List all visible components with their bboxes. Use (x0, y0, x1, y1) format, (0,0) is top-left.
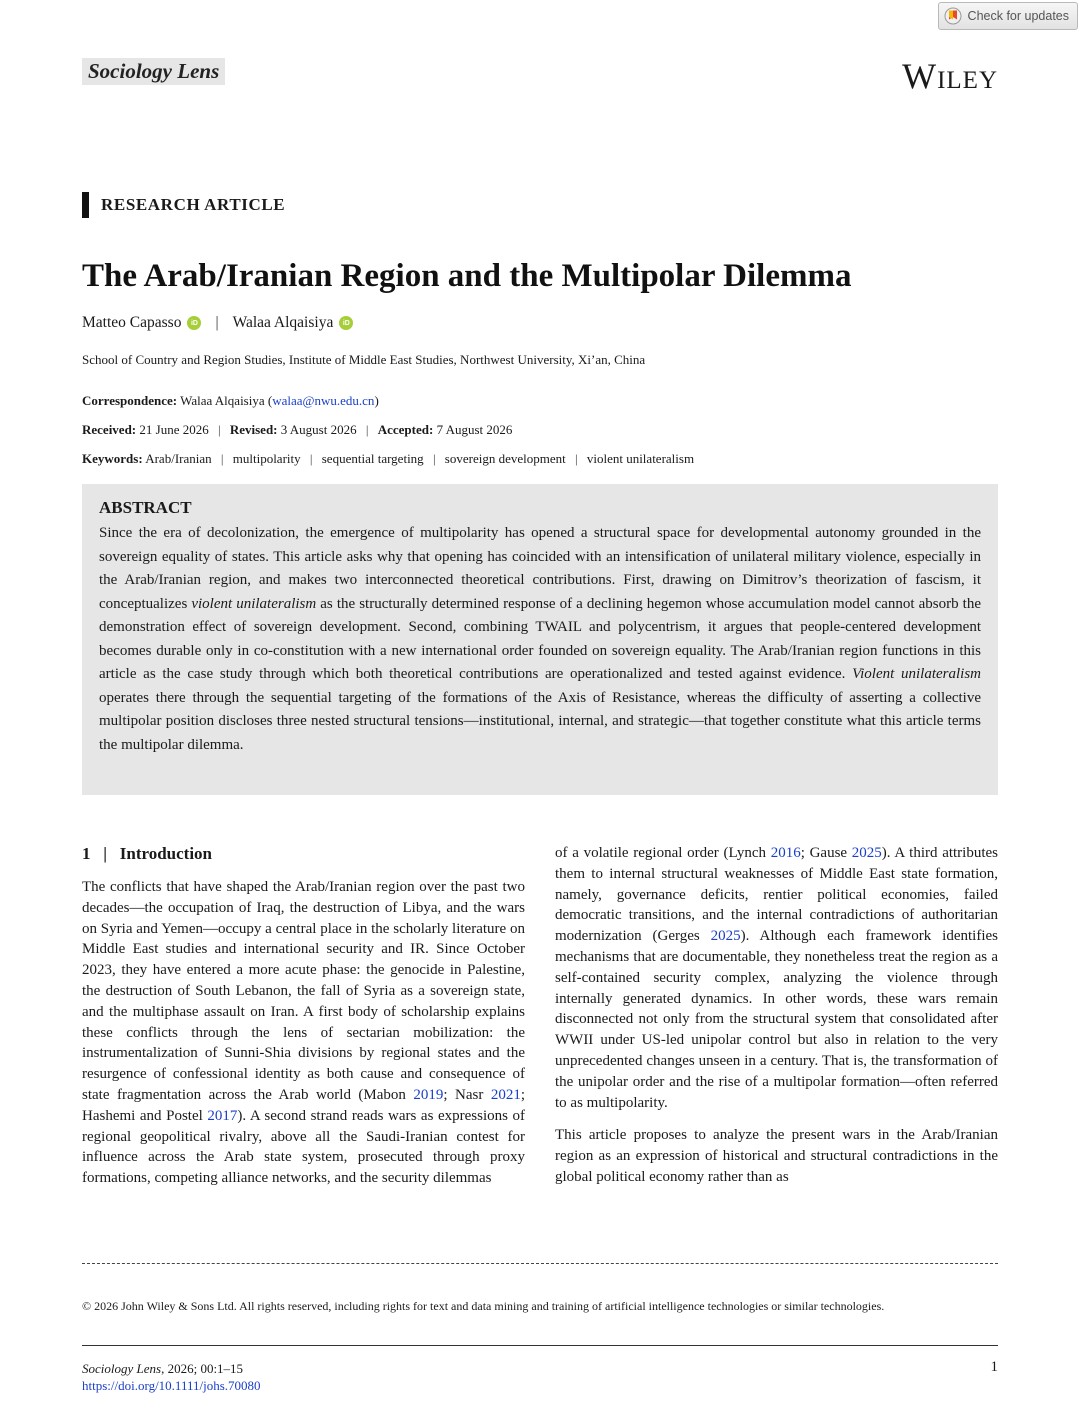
date-separator: | (217, 422, 221, 437)
received-label: Received: (82, 422, 137, 437)
orcid-icon[interactable]: iD (187, 316, 201, 330)
author-name[interactable]: Walaa Alqaisiya (232, 314, 334, 331)
article-dates (82, 422, 512, 438)
footnote-divider (82, 1263, 998, 1264)
right-column (555, 843, 998, 1188)
abstract-text-part: as the structurally determined response of a declining hegemon whose accumulation model cannot absorb the demonstration effect of sovereign development. Second, combining TWAIL and polycentrism, it argues that people-centered development becomes durable only in co-constitution with a new international order founded on sovereign equality. The Arab/Iranian region functions in this article as the case study through which both theoretical contributions are operationalized and tested against evidence. (99, 595, 981, 682)
accepted-date: 7 August 2026 (436, 422, 513, 437)
correspondence-name: Walaa Alqaisiya (180, 393, 265, 408)
affiliation: School of Country and Region Studies, Institute of Middle East Studies, Northwest University, Xi’an, China (82, 352, 646, 367)
section-number: 1 (82, 844, 91, 863)
author-separator: | (215, 314, 219, 331)
citation-link[interactable]: 2025 (710, 928, 741, 945)
citation-link[interactable]: 2025 (851, 845, 882, 861)
journal-name: Sociology Lens (82, 58, 225, 85)
citation-link[interactable]: 2016 (770, 845, 801, 861)
abstract-box (82, 484, 998, 795)
article-title: The Arab/Iranian Region and the Multipolar Dilemma (82, 258, 852, 294)
article-type-label: RESEARCH ARTICLE (101, 195, 286, 214)
left-column (82, 843, 525, 1189)
citation-link[interactable]: 2021 (490, 1086, 521, 1103)
abstract-text-part: Since the era of decolonization, the emergence of multipolarity has opened a structural space for developmental autonomy grounded in the sovereign equality of states. This article asks why that opening has coincided with an intensification of unilateral military violence, especially in the Arab/Iranian region, and makes two interconnected theoretical contributions. First, drawing on Dimitrov’s theorization of fascism, it conceptualizes (99, 525, 981, 612)
accepted-label: Accepted: (377, 422, 434, 437)
body-text: of a volatile regional order (Lynch (555, 845, 771, 861)
keyword: sequential targeting (321, 451, 424, 466)
date-separator: | (365, 422, 369, 437)
abstract-text-part: operates there through the sequential targeting of the formations of the Axis of Resistance, whereas the difficulty of asserting a collective multipolar position discloses three nested structural tensions—institutional, internal, and strategic—that together constitute what this article terms the multipolar dilemma. (99, 689, 981, 753)
check-updates-label: Check for updates (967, 9, 1069, 23)
citation-link[interactable]: 2019 (413, 1086, 444, 1103)
abstract-heading: ABSTRACT (99, 498, 192, 517)
publisher-logo: Wiley (902, 56, 998, 96)
citation-link[interactable]: 2017 (207, 1107, 238, 1124)
body-paragraph (555, 843, 998, 1113)
body-paragraph (82, 877, 525, 1189)
keyword-separator: | (574, 451, 578, 466)
body-text: ; Nasr (443, 1086, 491, 1103)
copyright-notice: © 2026 John Wiley & Sons Ltd. All rights reserved, including rights for text and data mining and training of artificial intelligence technologies or similar technologies. (82, 1299, 885, 1313)
doi-link[interactable]: https://doi.org/10.1111/johs.70080 (82, 1378, 261, 1393)
abstract-text (99, 522, 981, 757)
keywords-label: Keywords: (82, 451, 143, 466)
keywords (82, 451, 694, 467)
correspondence-email-link[interactable]: walaa@nwu.edu.cn (272, 393, 375, 408)
abstract-emphasis: violent unilateralism (191, 595, 317, 612)
body-text: ). A third attributes them to internal structural weaknesses of Middle East state formation, namely, governance deficits, rentier political economies, failed democratic transitions, and the internal contradictions of authoritarian modernization (Gerges (555, 845, 999, 945)
keyword-separator: | (432, 451, 436, 466)
section-title: Introduction (119, 844, 213, 863)
keyword: sovereign development (444, 451, 566, 466)
revised-label: Revised: (229, 422, 278, 437)
keyword: multipolarity (232, 451, 301, 466)
section-separator: | (103, 844, 107, 863)
check-for-updates-button[interactable] (938, 2, 1078, 30)
keyword: violent unilateralism (586, 451, 695, 466)
correspondence: Correspondence: Walaa Alqaisiya (walaa@nwu.edu.cn) (82, 393, 379, 408)
page-number: 1 (990, 1359, 998, 1375)
keyword: Arab/Iranian (145, 451, 212, 466)
body-text: ; Hashemi and Postel (82, 1086, 525, 1124)
keyword-separator: | (220, 451, 224, 466)
abstract-emphasis: Violent unilateralism (852, 666, 981, 682)
article-type (82, 192, 285, 218)
revised-date: 3 August 2026 (280, 422, 357, 437)
orcid-icon[interactable]: iD (339, 316, 353, 330)
body-text: The conflicts that have shaped the Arab/Iranian region over the past two decades—the occupation of Iraq, the destruction of Libya, and the wars on Syria and Yemen—occupy a central place in the scholarly literature on Middle East studies and international security and IR. Since October 2023, they have entered a more acute phase: the genocide in Palestine, the destruction of South Lebanon, the fall of Syria as a sovereign state, and the multiphase assault on Iran. A first body of scholarship explains these conflicts through the lens of sectarian mobilization: the instrumentalization of Sunni-Shia divisions by regional states and the resurgence of confessional identity as both cause and consequence of state fragmentation across the Arab world (Mabon (82, 879, 525, 1103)
footer-citation (82, 1360, 261, 1394)
footer-issue: , 2026; 00:1–15 (161, 1361, 244, 1376)
section-heading (82, 843, 525, 865)
received-date: 21 June 2026 (139, 422, 209, 437)
footer-divider (82, 1345, 998, 1346)
footer-journal: Sociology Lens (82, 1361, 162, 1376)
author-name[interactable]: Matteo Capasso (82, 314, 182, 331)
keyword-separator: | (309, 451, 313, 466)
body-text: ; Gause (800, 845, 852, 861)
correspondence-label: Correspondence: (82, 393, 178, 408)
article-type-bar (82, 192, 89, 218)
author-list (82, 314, 353, 332)
body-text: ). Although each framework identifies mechanisms that are documentable, they nonetheless treat the region as a self-contained security complex, analyzing the violence through internally generated dynamics. In other words, these wars remain disconnected not only from the structural system that consolidated after WWII under US-led unipolar control but also in relation to the very unprecedented changes unseen in a century. That is, the transformation of the unipolar order and the rise of a multipolar formation—often referred to as multipolarity. (555, 928, 998, 1111)
body-paragraph: This article proposes to analyze the present wars in the Arab/Iranian region as an expression of historical and structural contradictions in the global political economy rather than as (555, 1127, 998, 1185)
check-updates-icon (944, 7, 962, 25)
body-text: ). A second strand reads wars as expressions of regional geopolitical rivalry, above all the Saudi-Iranian contest for influence across the Arab state system, prosecuted through proxy formations, competing alliance networks, and the security dilemmas (82, 1107, 526, 1187)
